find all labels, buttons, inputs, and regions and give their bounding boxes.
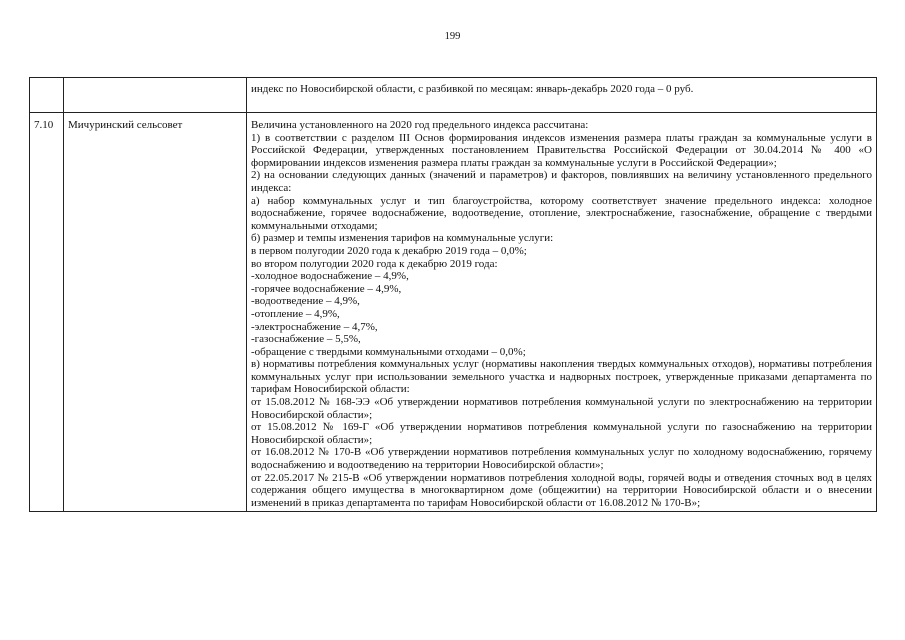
table-row-michurinsky [30, 113, 877, 512]
index-table [29, 77, 877, 512]
description-line: 1) в соответствии с разделом III Основ формирования индексов изменения размера платы граждан за коммунальные услуги в Российской Федерации, утвержденных постановлением Правительства Российской Федерации от 30.04.2014 № 400 «О формировании индексов изменения размера платы граждан за коммунальные услуги в Российской Федерации»; [251, 131, 872, 169]
description-line: Величина установленного на 2020 год предельного индекса рассчитана: [251, 119, 589, 131]
description-line: -обращение с твердыми коммунальными отходами – 0,0%; [251, 345, 526, 358]
description-line: в) нормативы потребления коммунальных услуг (нормативы накопления твердых коммунальных отходов), нормативы потребления коммунальных услуг при использовании земельного участка и надворных построек, утвержденные приказами департамента по тарифам Новосибирской области: [251, 358, 872, 396]
description-line: -горячее водоснабжение – 4,9%, [251, 282, 402, 295]
description-line: -газоснабжение – 5,5%, [251, 333, 361, 346]
description-line: от 16.08.2012 № 170-В «Об утверждении нормативов потребления коммунальных услуг по холодному водоснабжению, горячему водоснабжению и водоотведению на территории Новосибирской области»; [251, 446, 872, 472]
description-line: 2) на основании следующих данных (значений и параметров) и факторов, повлиявших на величину установленного предельного индекса: [251, 169, 872, 194]
municipality-name-cell: Мичуринский сельсовет [64, 113, 247, 512]
description-line: б) размер и темпы изменения тарифов на коммунальные услуги: [251, 232, 554, 245]
description-line: а) набор коммунальных услуг и тип благоустройства, которому соответствует значение предельного индекса: холодное водоснабжение, горячее водоснабжение, водоотведение, отопление, электроснабжение, газоснабжение, обращение с твердыми коммунальными отходами; [251, 194, 872, 232]
row-name-cell [64, 78, 247, 113]
table-row-continuation [30, 78, 877, 113]
page-number: 199 [444, 31, 461, 42]
description-line: от 22.05.2017 № 215-В «Об утверждении нормативов потребления холодной воды, горячей воды и отведения сточных вод в целях содержания общего имущества в многоквартирном доме (общежитии) на территории Новосибирской области и о внесении изменений в приказ департамента по тарифам Новосибирской области от 16.08.2012 № 170-В»; [251, 471, 872, 509]
description-line: -отопление – 4,9%, [251, 307, 340, 320]
row-number-cell [30, 78, 64, 113]
description-line: -водоотведение – 4,9%, [251, 295, 360, 308]
description-line: от 15.08.2012 № 169-Г «Об утверждении нормативов потребления коммунальной услуги по газоснабжению на территории Новосибирской области»; [251, 421, 872, 446]
row-number-cell: 7.10 [30, 113, 64, 512]
index-description-cell [247, 113, 877, 512]
description-line: -электроснабжение – 4,7%, [251, 320, 378, 333]
description-line: -холодное водоснабжение – 4,9%, [251, 270, 409, 283]
description-line: в первом полугодии 2020 года к декабрю 2019 года – 0,0%; [251, 244, 527, 257]
row-description-cell: индекс по Новосибирской области, с разбивкой по месяцам: январь-декабрь 2020 года – 0 руб. [247, 78, 877, 113]
description-line: во втором полугодии 2020 года к декабрю 2019 года: [251, 257, 498, 270]
description-line: от 15.08.2012 № 168-ЭЭ «Об утверждении нормативов потребления коммунальной услуги по электроснабжению на территории Новосибирской области»; [251, 396, 872, 421]
